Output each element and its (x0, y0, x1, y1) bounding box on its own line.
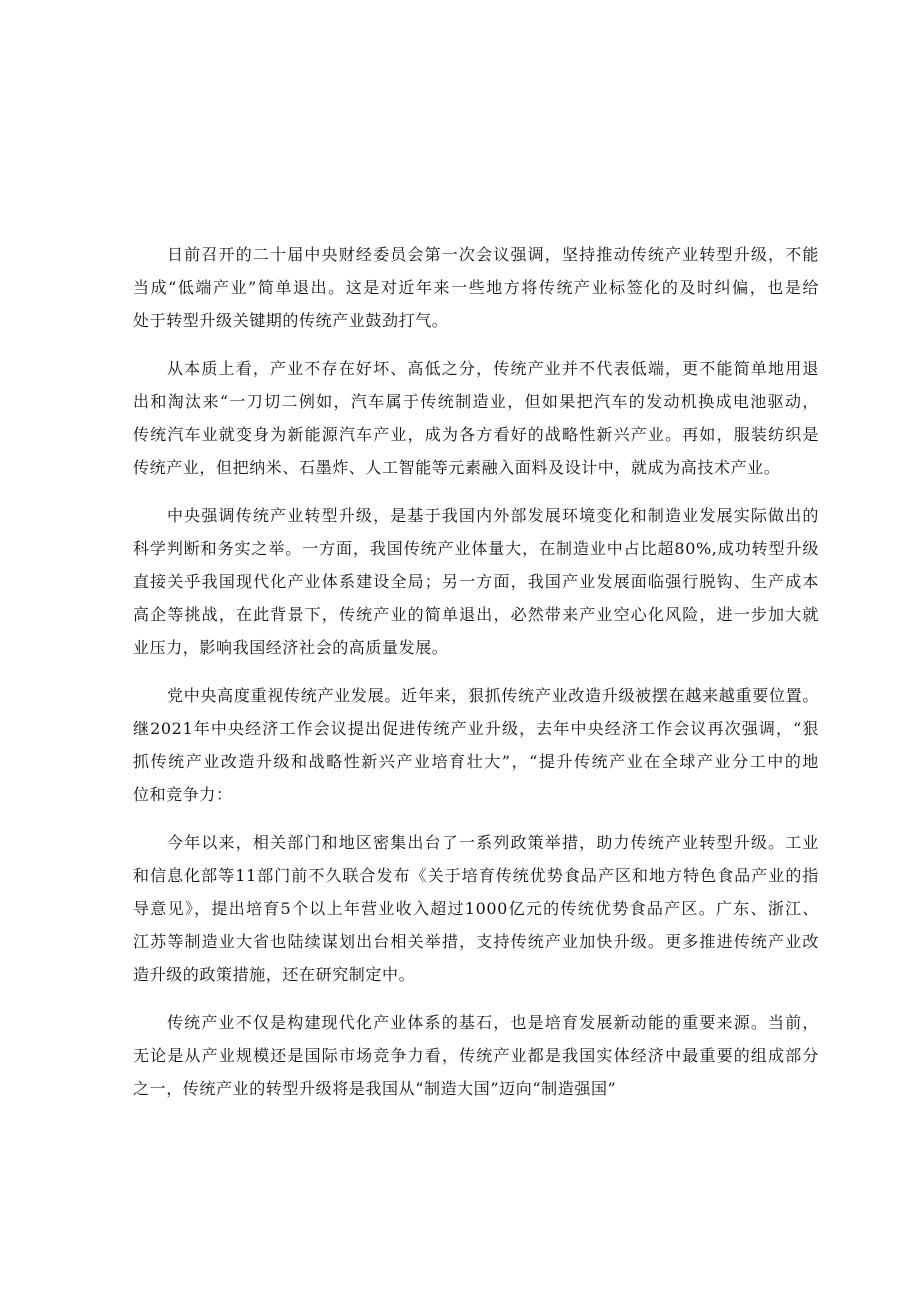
text-line: 位和竞争力： (133, 785, 233, 804)
paragraph-3 (133, 499, 819, 664)
text-line: 今年以来，相关部门和地区密集出台了一系列政策举措，助力传统产业转型升级。工业 (167, 833, 819, 852)
paragraph-5 (133, 826, 819, 991)
article-body (133, 238, 819, 1105)
text-line: 从本质上看，产业不存在好坏、高低之分，传统产业并不代表低端，更不能简单地用退 (167, 359, 819, 378)
text-line: 科学判断和务实之举。一方面，我国传统产业体量大，在制造业中占比超80%,成功转型升级 (133, 539, 819, 558)
text-line: 出和淘汰来“一刀切二例如，汽车属于传统制造业，但如果把汽车的发动机换成电池驱动， (133, 392, 819, 411)
text-line: 直接关乎我国现代化产业体系建设全局；另一方面，我国产业发展面临强行脱钩、生产成本 (133, 572, 819, 591)
text-line: 导意见》，提出培育5个以上年营业收入超过1000亿元的传统优势食品产区。广东、浙江、 (133, 899, 819, 918)
paragraph-2 (133, 352, 819, 484)
text-line: 传统产业不仅是构建现代化产业体系的基石，也是培育发展新动能的重要来源。当前， (167, 1013, 819, 1032)
text-line: 和信息化部等11部门前不久联合发布《关于培育传统优势食品产区和地方特色食品产业的指 (133, 866, 819, 885)
text-line: 日前召开的二十届中央财经委员会第一次会议强调，坚持推动传统产业转型升级，不能 (167, 245, 819, 264)
paragraph-6 (133, 1006, 819, 1105)
text-line: 处于转型升级关键期的传统产业鼓劲打气。 (133, 311, 449, 330)
paragraph-4 (133, 679, 819, 811)
text-line: 高企等挑战，在此背景下，传统产业的简单退出，必然带来产业空心化风险，进一步加大就 (133, 605, 819, 624)
text-line: 传统汽车业就变身为新能源汽车产业，成为各方看好的战略性新兴产业。再如，服装纺织是 (133, 425, 819, 444)
text-line: 继2021年中央经济工作会议提出促进传统产业升级，去年中央经济工作会议再次强调，“狠 (133, 719, 819, 738)
text-line: 造升级的政策措施，还在研究制定中。 (133, 965, 416, 984)
text-line: 业压力，影响我国经济社会的高质量发展。 (133, 638, 449, 657)
text-line: 中央强调传统产业转型升级，是基于我国内外部发展环境变化和制造业发展实际做出的 (167, 506, 819, 525)
text-line: 传统产业，但把纳米、石墨炸、人工智能等元素融入面料及设计中，就成为高技术产业。 (133, 458, 781, 477)
text-line: 无论是从产业规模还是国际市场竞争力看，传统产业都是我国实体经济中最重要的组成部分 (133, 1046, 819, 1065)
text-line: 之一，传统产业的转型升级将是我国从“制造大国”迈向“制造强国” (133, 1079, 617, 1098)
text-line: 抓传统产业改造升级和战略性新兴产业培育壮大”，“提升传统产业在全球产业分工中的地 (133, 752, 819, 771)
paragraph-1 (133, 238, 819, 337)
text-line: 江苏等制造业大省也陆续谋划出台相关举措，支持传统产业加快升级。更多推进传统产业改 (133, 932, 819, 951)
text-line: 当成“低端产业”简单退出。这是对近年来一些地方将传统产业标签化的及时纠偏，也是给 (133, 278, 819, 297)
text-line: 党中央高度重视传统产业发展。近年来，狠抓传统产业改造升级被摆在越来越重要位置。 (167, 686, 819, 705)
